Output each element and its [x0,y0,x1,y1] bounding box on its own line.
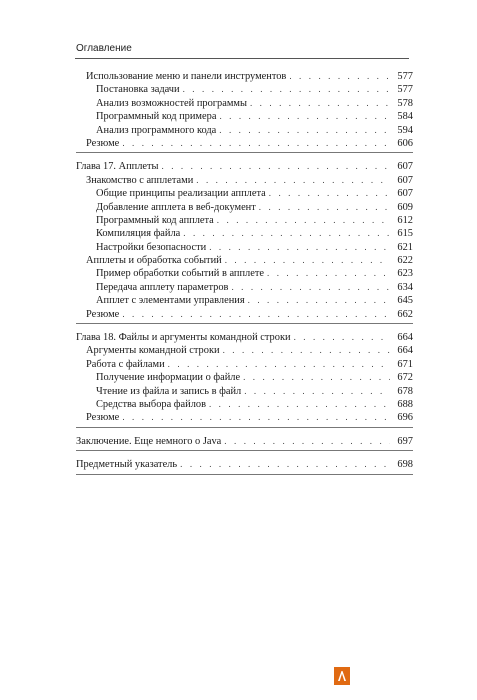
dot-leader [269,187,390,200]
toc-section [76,329,413,428]
toc-entry-page: 664 [397,345,413,357]
toc-entry-title: Глава 17. Апплеты [76,161,159,173]
toc-entry-title: Заключение. Еще немного о Java [76,435,222,447]
toc-entry-title: Резюме [86,308,120,320]
toc-entry-page: 623 [397,268,413,280]
dot-leader [162,160,390,173]
dot-leader [183,83,390,96]
toc-section [76,70,413,153]
dot-leader [231,281,390,294]
toc-entry-title: Получение информации о файле [96,372,241,384]
toc-entry-page: 622 [397,255,413,267]
toc-entry[interactable] [76,160,413,173]
toc-entry-page: 584 [397,111,413,123]
dot-leader [122,411,390,424]
toc-entry-title: Апплет с элементами управления [96,295,245,307]
toc-entry-title: Резюме [86,137,120,149]
toc-entry-title: Настройки безопасности [96,241,207,253]
toc-entry-page: 578 [397,97,413,109]
dot-leader [217,214,390,227]
toc-entry[interactable] [76,411,413,424]
toc-entry[interactable] [76,294,413,307]
toc-entry[interactable] [76,187,413,200]
toc-entry-title: Программный код примера [96,111,217,123]
dot-leader [223,344,390,357]
dot-leader [259,201,390,214]
toc-entry[interactable] [76,70,413,83]
toc-entry[interactable] [76,344,413,357]
dot-leader [122,308,390,321]
toc-entry-page: 577 [397,71,413,82]
toc-entry[interactable] [76,281,413,294]
toc-entry-title: Чтение из файла и запись в файл [96,385,242,397]
toc-entry[interactable] [76,83,413,96]
toc-entry-page: 594 [397,124,413,136]
dot-leader [244,385,390,398]
dot-leader [209,398,390,411]
toc-entry[interactable] [76,214,413,227]
toc-entry-title: Предметный указатель [76,459,178,471]
toc-entry-page: 664 [397,332,413,344]
toc-entry-page: 696 [397,412,413,424]
dot-leader [243,371,390,384]
toc-entry-title: Глава 18. Файлы и аргументы командной строки [76,332,291,344]
toc-entry[interactable] [76,110,413,123]
table-of-contents [76,70,413,480]
toc-entry[interactable] [76,174,413,187]
toc-entry-page: 577 [397,84,413,96]
toc-entry[interactable] [76,254,413,267]
toc-entry-page: 609 [397,201,413,213]
toc-entry-title: Пример обработки событий в апплете [96,268,265,280]
dot-leader [180,458,390,471]
toc-entry-title: Добавление апплета в веб-документ [96,201,256,213]
toc-entry[interactable] [76,458,413,471]
toc-entry-title: Работа с файлами [86,358,165,370]
toc-entry-title: Резюме [86,412,120,424]
toc-entry-title: Общие принципы реализации апплета [96,188,266,200]
dot-leader [224,435,390,448]
toc-entry-page: 698 [397,459,413,471]
toc-entry-page: 697 [397,435,413,447]
toc-entry-page: 615 [397,228,413,240]
toc-entry-page: 621 [397,241,413,253]
toc-entry[interactable] [76,358,413,371]
toc-entry-title: Аргументы командной строки [86,345,220,357]
dot-leader [250,97,390,110]
toc-entry[interactable] [76,124,413,137]
toc-entry-title: Передача апплету параметров [96,281,229,293]
toc-entry-page: 645 [397,295,413,307]
toc-entry[interactable] [76,308,413,321]
toc-entry-title: Анализ возможностей программы [96,97,247,109]
toc-entry-page: 662 [397,308,413,320]
toc-entry-page: 634 [397,281,413,293]
dot-leader [183,227,390,240]
toc-entry[interactable] [76,267,413,280]
dot-leader [196,174,390,187]
header-rule [75,58,409,59]
toc-entry[interactable] [76,97,413,110]
toc-section [76,158,413,324]
dot-leader [294,331,390,344]
toc-entry[interactable] [76,435,413,448]
dot-leader [122,137,390,150]
dot-leader [209,241,390,254]
dot-leader [225,254,390,267]
toc-entry-title: Анализ программного кода [96,124,217,136]
toc-entry-title: Знакомство с апплетами [86,174,194,186]
dot-leader [289,70,390,83]
toc-entry-page: 607 [397,174,413,186]
toc-entry-page: 606 [397,137,413,149]
dot-leader [248,294,390,307]
dot-leader [267,267,390,280]
toc-entry-title: Средства выбора файлов [96,398,206,410]
dot-leader [219,110,390,123]
toc-entry-title: Использование меню и панели инструментов [86,71,287,82]
toc-entry-page: 688 [397,398,413,410]
toc-entry[interactable] [76,201,413,214]
toc-entry[interactable] [76,371,413,384]
toc-entry[interactable] [76,331,413,344]
publisher-logo-icon [334,667,350,685]
toc-entry-page: 672 [397,372,413,384]
toc-entry[interactable] [76,241,413,254]
toc-entry-page: 671 [397,358,413,370]
toc-entry[interactable] [76,385,413,398]
toc-section [76,456,413,474]
dot-leader [168,358,390,371]
toc-entry-page: 607 [397,161,413,173]
running-head: Оглавление [76,43,132,54]
toc-entry-page: 678 [397,385,413,397]
toc-entry-title: Компиляция файла [96,228,181,240]
toc-entry-title: Программный код апплета [96,214,214,226]
toc-entry[interactable] [76,137,413,150]
toc-entry-page: 607 [397,188,413,200]
toc-section [76,433,413,451]
dot-leader [219,124,390,137]
toc-entry-title: Апплеты и обработка событий [86,255,222,267]
toc-entry[interactable] [76,227,413,240]
toc-entry-page: 612 [397,214,413,226]
toc-entry[interactable] [76,398,413,411]
toc-entry-title: Постановка задачи [96,84,180,96]
